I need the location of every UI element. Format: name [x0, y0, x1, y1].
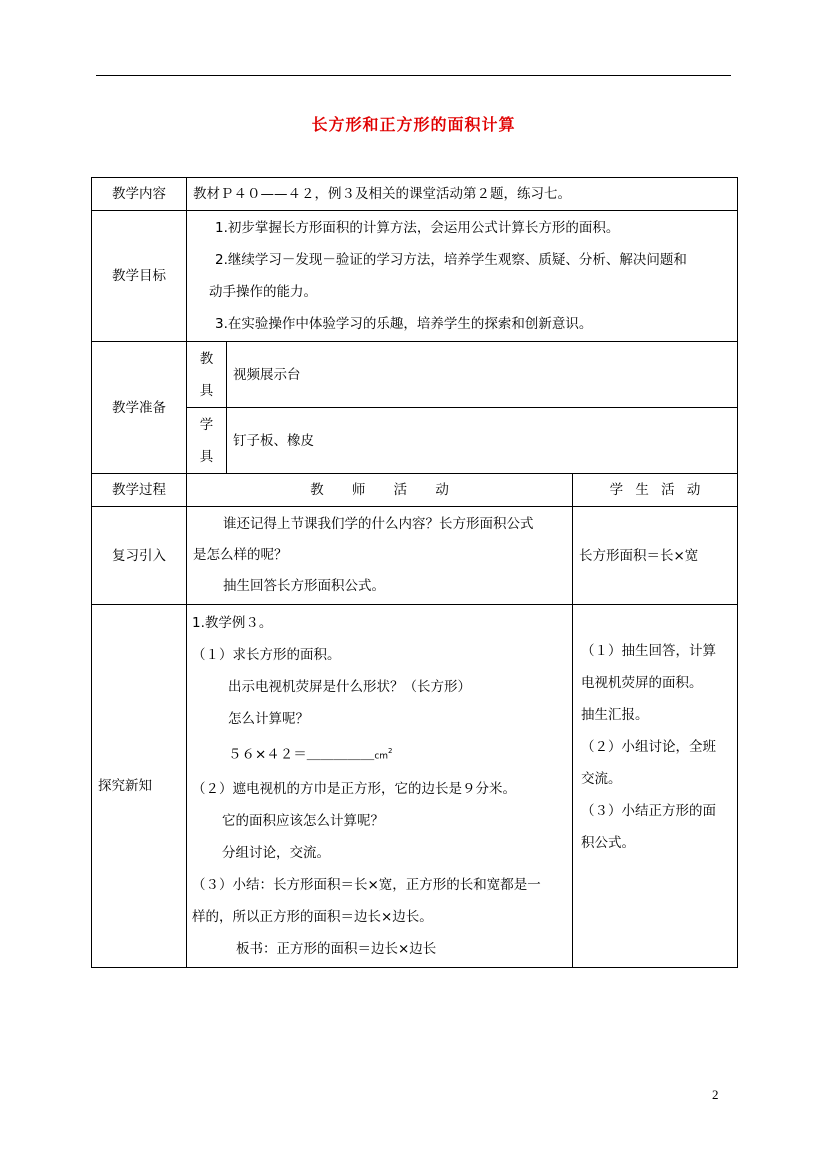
- goal-item: 动手操作的能力。: [209, 284, 317, 300]
- row-process-header: [92, 474, 738, 507]
- explore-formula-line: [192, 735, 568, 773]
- teacher-activity-header: 教 师 活 动: [187, 474, 573, 507]
- row-goals: [92, 211, 738, 342]
- row-explore: [92, 605, 738, 968]
- explore-student-line: （１）抽生回答，计算: [581, 643, 716, 659]
- review-teacher-line: 是怎么样的呢？: [193, 547, 288, 563]
- goal-item: 1.初步掌握长方形面积的计算方法，会运用公式计算长方形的面积。: [215, 220, 620, 236]
- label-explore: 探究新知: [92, 605, 187, 968]
- explore-student-cell: [573, 605, 738, 968]
- explore-teacher-cell: [187, 605, 573, 968]
- student-tools-label-1: 学: [199, 416, 214, 433]
- explore-teacher-line: 板书：正方形的面积＝边长×边长: [236, 940, 437, 957]
- explore-teacher-line: 出示电视机荧屏是什么形状？（长方形）: [228, 679, 471, 695]
- student-activity-header: 学 生 活 动: [573, 474, 738, 507]
- review-teacher-cell: [187, 507, 573, 605]
- explore-teacher-line: 样的，所以正方形的面积＝边长×边长。: [192, 908, 433, 925]
- label-goals: 教学目标: [92, 211, 187, 342]
- row-review: [92, 507, 738, 605]
- goal-item: 3.在实验操作中体验学习的乐趣，培养学生的探索和创新意识。: [215, 316, 593, 332]
- goals-cell: [187, 211, 738, 342]
- student-tools-label: [187, 408, 227, 474]
- explore-student-line: 抽生汇报。: [581, 707, 649, 723]
- explore-student-line: （３）小结正方形的面: [581, 803, 716, 819]
- unit-label: cm: [374, 751, 389, 762]
- label-content: 教学内容: [92, 178, 187, 211]
- label-review: 复习引入: [92, 507, 187, 605]
- explore-teacher-line: 分组讨论，交流。: [222, 844, 330, 861]
- explore-formula: ５６×４２＝＿＿＿＿＿: [228, 746, 375, 763]
- row-prep-student: [92, 408, 738, 474]
- label-process: 教学过程: [92, 474, 187, 507]
- review-teacher-line: 谁还记得上节课我们学的什么内容？长方形面积公式: [223, 516, 534, 532]
- page-number: 2: [712, 1087, 719, 1102]
- explore-teacher-line: （２）遮电视机的方巾是正方形，它的边长是９分米。: [192, 780, 516, 797]
- teacher-tools-label-2: 具: [199, 382, 214, 399]
- explore-teacher-line: 它的面积应该怎么计算呢？: [222, 812, 384, 829]
- explore-teacher-line: （３）小结：长方形面积＝长×宽，正方形的长和宽都是一: [192, 876, 541, 893]
- explore-student-line: 交流。: [581, 771, 622, 787]
- review-teacher-line: 抽生回答长方形面积公式。: [223, 578, 385, 594]
- teacher-tools: 视频展示台: [227, 342, 738, 408]
- explore-teacher-line: 怎么计算呢？: [228, 711, 309, 727]
- unit-exponent: 2: [388, 747, 393, 755]
- explore-student-line: 电视机荧屏的面积。: [581, 675, 703, 691]
- student-tools: 钉子板、橡皮: [227, 408, 738, 474]
- teacher-tools-label: [187, 342, 227, 408]
- lesson-plan-table: [91, 177, 738, 968]
- header-rule: [96, 75, 731, 76]
- explore-student-line: （２）小组讨论，全班: [581, 739, 716, 755]
- explore-teacher-line: （１）求长方形的面积。: [192, 647, 341, 663]
- label-prep: 教学准备: [92, 342, 187, 474]
- row-content: [92, 178, 738, 211]
- explore-teacher-line: 1.教学例３。: [192, 615, 273, 631]
- teacher-tools-label-1: 教: [199, 350, 214, 367]
- student-tools-label-2: 具: [199, 448, 214, 465]
- explore-student-line: 积公式。: [581, 835, 635, 851]
- goal-item: 2.继续学习－发现－验证的学习方法，培养学生观察、质疑、分析、解决问题和: [215, 252, 687, 268]
- page-title: 长方形和正方形的面积计算: [311, 115, 516, 134]
- content-text: 教材Ｐ４０——４２，例３及相关的课堂活动第２题，练习七。: [187, 178, 738, 211]
- row-prep-teacher: [92, 342, 738, 408]
- review-student: 长方形面积＝长×宽: [573, 507, 738, 605]
